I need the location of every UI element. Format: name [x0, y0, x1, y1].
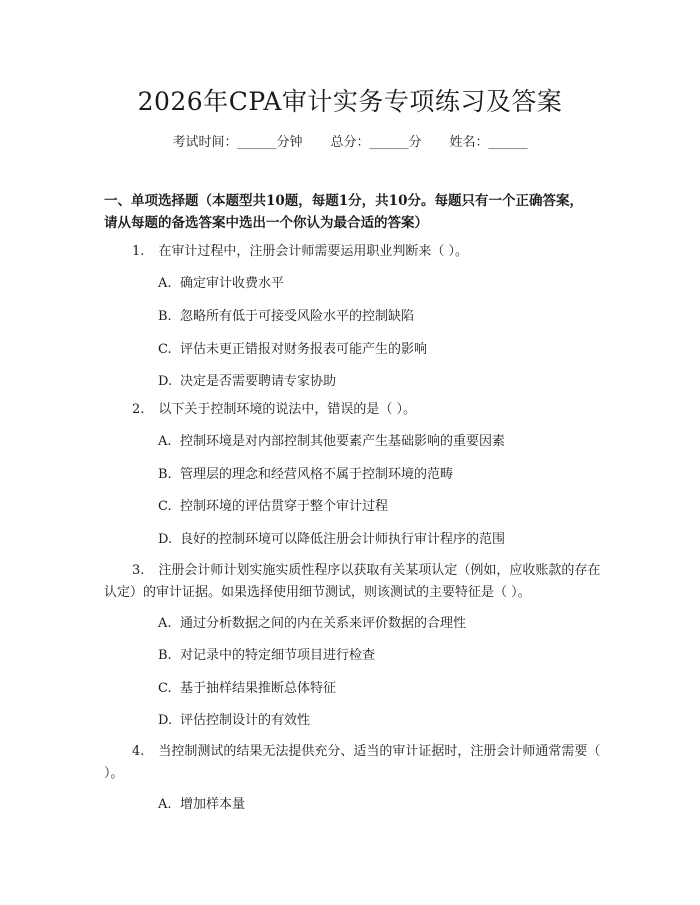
- question-number: 3.: [132, 563, 145, 578]
- option-1a: [158, 274, 598, 294]
- option-letter: D.: [158, 713, 173, 728]
- question-4: [104, 741, 604, 785]
- section-heading: 一、单项选择题（本题型共10题，每题1分，共10分。每题只有一个正确答案，请从每题的备选答案中选出一个你认为最合适的答案）: [104, 193, 583, 231]
- option-text: 决定是否需要聘请专家协助: [180, 374, 337, 389]
- option-text: 对记录中的特定细节项目进行检查: [180, 648, 376, 663]
- question-text: 注册会计师计划实施实质性程序以获取有关某项认定（例如，应收账款的存在认定）的审计证据。如果选择使用细节测试，则该测试的主要特征是（ ）。: [104, 563, 601, 600]
- question-number: 1.: [132, 244, 145, 259]
- option-letter: B.: [158, 309, 172, 324]
- option-text: 评估控制设计的有效性: [180, 713, 311, 728]
- option-4a: [158, 795, 598, 815]
- option-2c: [158, 497, 598, 517]
- option-1b: [158, 307, 598, 327]
- question-number: 2.: [132, 402, 145, 417]
- option-letter: A.: [158, 616, 172, 631]
- total-score-field: 总分：______分: [330, 135, 422, 150]
- question-text: 当控制测试的结果无法提供充分、适当的审计证据时，注册会计师通常需要（ ）。: [104, 744, 601, 781]
- option-3b: [158, 646, 598, 666]
- name-field: 姓名：______: [449, 135, 528, 150]
- question-number: 4.: [132, 744, 145, 759]
- option-3c: [158, 679, 598, 699]
- option-letter: B.: [158, 467, 172, 482]
- option-letter: D.: [158, 374, 173, 389]
- option-2d: [158, 530, 598, 550]
- option-letter: A.: [158, 797, 172, 812]
- option-letter: C.: [158, 681, 172, 696]
- option-text: 评估未更正错报对财务报表可能产生的影响: [180, 342, 428, 357]
- question-3: [104, 560, 604, 604]
- page-title: 2026年CPA审计实务专项练习及答案: [137, 87, 563, 116]
- question-2: [104, 399, 604, 421]
- exam-info: [0, 131, 700, 150]
- option-letter: C.: [158, 499, 172, 514]
- option-letter: C.: [158, 342, 172, 357]
- question-1: [104, 241, 604, 263]
- option-3d: [158, 711, 598, 731]
- option-text: 通过分析数据之间的内在关系来评价数据的合理性: [180, 616, 467, 631]
- option-2a: [158, 432, 598, 452]
- option-letter: A.: [158, 276, 172, 291]
- exam-time-field: 考试时间：______分钟: [172, 135, 303, 150]
- option-text: 增加样本量: [180, 797, 246, 812]
- option-letter: D.: [158, 532, 173, 547]
- option-3a: [158, 614, 598, 634]
- option-text: 确定审计收费水平: [180, 276, 285, 291]
- option-2b: [158, 465, 598, 485]
- option-1c: [158, 340, 598, 360]
- option-text: 忽略所有低于可接受风险水平的控制缺陷: [180, 309, 415, 324]
- option-letter: A.: [158, 434, 172, 449]
- option-text: 控制环境是对内部控制其他要素产生基础影响的重要因素: [180, 434, 506, 449]
- option-text: 基于抽样结果推断总体特征: [180, 681, 337, 696]
- option-text: 控制环境的评估贯穿于整个审计过程: [180, 499, 389, 514]
- option-text: 良好的控制环境可以降低注册会计师执行审计程序的范围: [180, 532, 506, 547]
- option-letter: B.: [158, 648, 172, 663]
- question-text: 在审计过程中，注册会计师需要运用职业判断来（ ）。: [158, 244, 469, 259]
- option-text: 管理层的理念和经营风格不属于控制环境的范畴: [180, 467, 454, 482]
- question-text: 以下关于控制环境的说法中，错误的是（ ）。: [158, 402, 417, 417]
- option-1d: [158, 372, 598, 392]
